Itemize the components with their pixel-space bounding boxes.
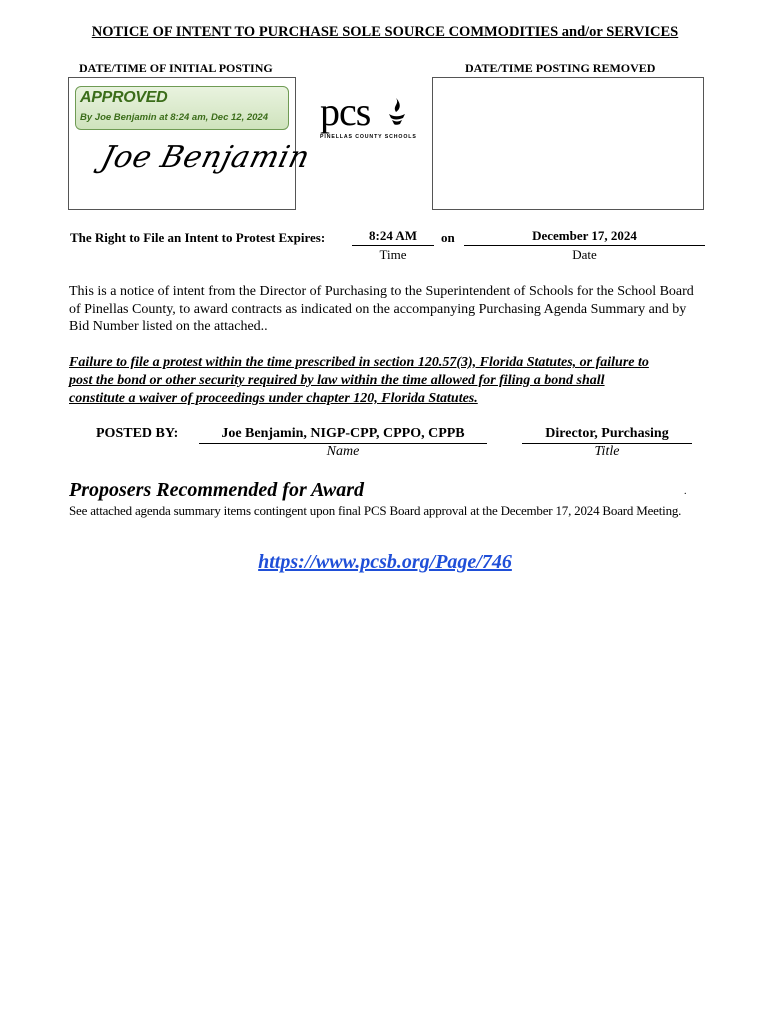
time-caption: Time bbox=[379, 247, 407, 262]
warning-line-1: Failure to file a protest within the time prescribed in section 120.57(3), Florida Statutes, or failure to bbox=[69, 355, 649, 370]
torch-icon bbox=[384, 96, 408, 126]
logo-subtitle: PINELLAS COUNTY SCHOOLS bbox=[320, 134, 417, 140]
protest-label: The Right to File an Intent to Protest Expires: bbox=[70, 230, 326, 245]
posting-removed-box bbox=[432, 77, 704, 210]
protest-date: December 17, 2024 bbox=[464, 228, 705, 246]
warning-line-3: constitute a waiver of proceedings under chapter 120, Florida Statutes. bbox=[69, 391, 478, 406]
date-caption: Date bbox=[572, 247, 597, 262]
pcs-logo bbox=[318, 89, 417, 140]
proposers-text: See attached agenda summary items contingent upon final PCS Board approval at the December 17, 2024 Board Meeting. bbox=[69, 503, 682, 518]
protest-time: 8:24 AM bbox=[352, 228, 434, 246]
approved-stamp bbox=[75, 86, 289, 130]
posting-removed-label: DATE/TIME POSTING REMOVED bbox=[465, 61, 656, 75]
proposers-heading: Proposers Recommended for Award bbox=[69, 479, 364, 501]
stamp-detail: By Joe Benjamin at 8:24 am, Dec 12, 2024 bbox=[80, 112, 268, 123]
stray-dot: . bbox=[684, 486, 687, 497]
name-caption: Name bbox=[326, 444, 360, 459]
posted-by-label: POSTED BY: bbox=[96, 426, 179, 441]
initial-posting-label: DATE/TIME OF INITIAL POSTING bbox=[79, 61, 273, 75]
title-caption: Title bbox=[594, 444, 620, 459]
document-title: NOTICE OF INTENT TO PURCHASE SOLE SOURCE COMMODITIES and/or SERVICES bbox=[91, 24, 679, 40]
notice-paragraph: This is a notice of intent from the Director of Purchasing to the Superintendent of Schools for the School Board of Pinellas County, to award contracts as indicated on the accompanying Purchasing Agenda Summary and by Bid Number listed on the attached.. bbox=[69, 284, 694, 334]
pcsb-link[interactable]: https://www.pcsb.org/Page/746 bbox=[258, 551, 512, 573]
warning-line-2: post the bond or other security required by law within the time allowed for filing a bond shall bbox=[69, 373, 605, 388]
stamp-status: APPROVED bbox=[80, 89, 168, 106]
posted-by-name: Joe Benjamin, NIGP-CPP, CPPO, CPPB bbox=[199, 426, 487, 444]
protest-on: on bbox=[441, 230, 455, 245]
signature: Joe Benjamin bbox=[97, 140, 314, 175]
logo-text: pcs bbox=[320, 89, 371, 134]
posted-by-title: Director, Purchasing bbox=[522, 426, 692, 444]
